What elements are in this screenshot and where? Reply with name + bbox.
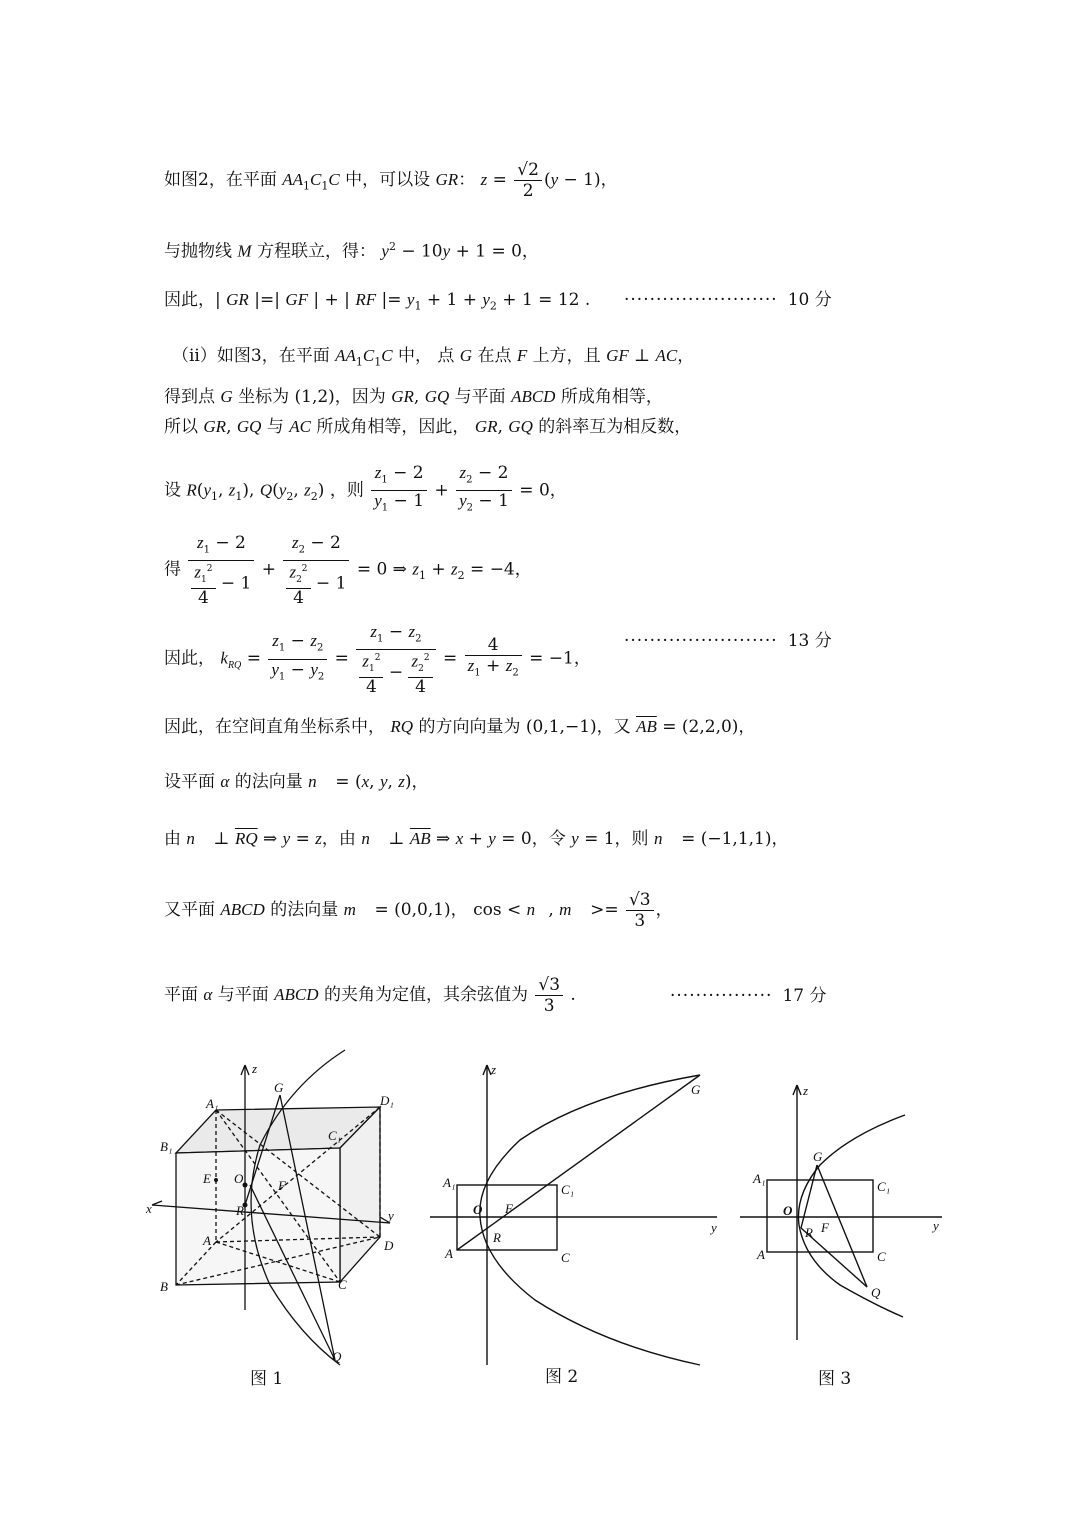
svg-text:D: D bbox=[384, 1238, 394, 1253]
text-line-9: 因此， $k_{RQ}$ = $\frac{z_1 - z_2}{y_1 - y_2}$ = $z_1 - z_2$ $\frac{z_1^2}{4}$ − $\frac{z_2^2}{4}$ = $\frac{4}{z_1 + z_2}$ = −1， bbox=[164, 622, 591, 698]
svg-text:A₁: A₁ bbox=[443, 1175, 456, 1190]
svg-text:C₁: C₁ bbox=[561, 1182, 575, 1197]
svg-text:B₁: B₁ bbox=[160, 1139, 173, 1154]
text-line-8: 得 $z_1 - 2$ $\frac{z_1^2}{4}$ − 1 + $z_2 - 2$ $\frac{z_2^2}{4}$ − 1 = 0 ⇒ $z_1 + z_2 = -4$， bbox=[164, 533, 532, 609]
svg-text:R: R bbox=[236, 1203, 244, 1218]
svg-text:A₁: A₁ bbox=[206, 1096, 219, 1111]
svg-text:z: z bbox=[491, 1062, 497, 1077]
figure-2 bbox=[425, 1060, 725, 1370]
svg-text:C: C bbox=[877, 1249, 886, 1264]
svg-text:y: y bbox=[711, 1220, 717, 1235]
text-line-11: 设平面 α 的法向量 n⃗ = (x, y, z)， bbox=[164, 772, 429, 792]
svg-text:O: O bbox=[783, 1203, 793, 1218]
text-line-4: （ii）如图3，在平面 $AA_1C_1C$ 中， 点 G 在点 F 上方，且 GF ⊥ AC， bbox=[172, 346, 695, 369]
text-line-7: 设 $R(y_1$, $z_1$), $Q(y_2$, $z_2$) ，则 $\frac{z_1 - 2}{y_1 - 1}$ + $\frac{z_2 - 2}{y_2 - 1}$ = 0， bbox=[164, 463, 567, 514]
score-13: ························ 13 分 bbox=[624, 631, 832, 651]
svg-text:F: F bbox=[821, 1220, 829, 1235]
figure-1-caption: 图 1 bbox=[250, 1369, 284, 1389]
svg-text:F: F bbox=[278, 1178, 286, 1193]
svg-text:O: O bbox=[234, 1171, 244, 1186]
text-line-12: 由 n⃗ ⊥ $\overline{RQ}$ ⇒ y = z，由 n⃗ ⊥ $\overline{AB}$ ⇒ x + y = 0，令 y = 1，则 n⃗ = (−1,1,1)， bbox=[164, 829, 789, 849]
svg-text:A: A bbox=[203, 1233, 211, 1248]
svg-text:R: R bbox=[805, 1225, 813, 1240]
svg-text:C₁: C₁ bbox=[328, 1128, 342, 1143]
svg-text:G: G bbox=[691, 1082, 701, 1097]
figure-1 bbox=[140, 1045, 420, 1375]
text-line-2: 与抛物线 M 方程联立，得： $y^2 - 10y + 1 = 0$， bbox=[164, 240, 539, 262]
svg-text:Q: Q bbox=[871, 1285, 881, 1300]
svg-text:A: A bbox=[757, 1247, 765, 1262]
figure-2-caption: 图 2 bbox=[545, 1367, 579, 1387]
svg-text:A: A bbox=[445, 1246, 453, 1261]
text-line-13: 又平面 ABCD 的法向量 m⃗ = (0,0,1)， cos < n⃗, m⃗ >= $\frac{√3}{3}$ ， bbox=[164, 890, 673, 931]
svg-text:E: E bbox=[203, 1171, 211, 1186]
figure-3 bbox=[735, 1075, 950, 1345]
score-10: ························ 10 分 bbox=[624, 290, 832, 310]
svg-text:B: B bbox=[160, 1279, 168, 1294]
score-17: ················ 17 分 bbox=[670, 986, 827, 1006]
svg-text:D₁: D₁ bbox=[380, 1093, 394, 1108]
svg-text:C: C bbox=[561, 1250, 570, 1265]
svg-text:x: x bbox=[146, 1201, 152, 1216]
svg-text:A₁: A₁ bbox=[753, 1171, 766, 1186]
svg-text:z: z bbox=[803, 1083, 809, 1098]
svg-text:y: y bbox=[933, 1218, 939, 1233]
svg-text:O: O bbox=[473, 1202, 483, 1217]
text-line-6: 所以 GR, GQ 与 AC 所成角相等，因此， GR, GQ 的斜率互为相反数， bbox=[164, 417, 692, 437]
svg-text:y: y bbox=[388, 1208, 394, 1223]
svg-text:G: G bbox=[813, 1149, 823, 1164]
svg-text:G: G bbox=[274, 1080, 284, 1095]
text-line-10: 因此，在空间直角坐标系中， RQ 的方向向量为 (0,1,−1)，又 $\overline{AB} = (2,2,0)$， bbox=[164, 717, 756, 737]
text-line-3: 因此，| GR |=| GF | + | RF |= $y_1 + 1 + y_2 + 1 = 12$ . bbox=[164, 290, 591, 313]
figure-3-caption: 图 3 bbox=[818, 1369, 852, 1389]
text-line-14: 平面 α 与平面 ABCD 的夹角为定值，其余弦值为 $\frac{√3}{3}$ . bbox=[164, 975, 576, 1016]
text-line-5: 得到点 G 坐标为 (1,2)，因为 GR, GQ 与平面 ABCD 所成角相等， bbox=[164, 387, 663, 407]
svg-text:z: z bbox=[252, 1061, 258, 1076]
text-line-1: 如图2，在平面 $AA_1C_1C$ 中，可以设 GR： z = $\frac{√2}{2}$ (y − 1)， bbox=[164, 160, 618, 201]
svg-text:Q: Q bbox=[332, 1349, 342, 1364]
svg-text:C: C bbox=[338, 1277, 347, 1292]
svg-text:R: R bbox=[493, 1230, 501, 1245]
svg-text:F: F bbox=[505, 1201, 513, 1216]
svg-text:C₁: C₁ bbox=[877, 1179, 891, 1194]
